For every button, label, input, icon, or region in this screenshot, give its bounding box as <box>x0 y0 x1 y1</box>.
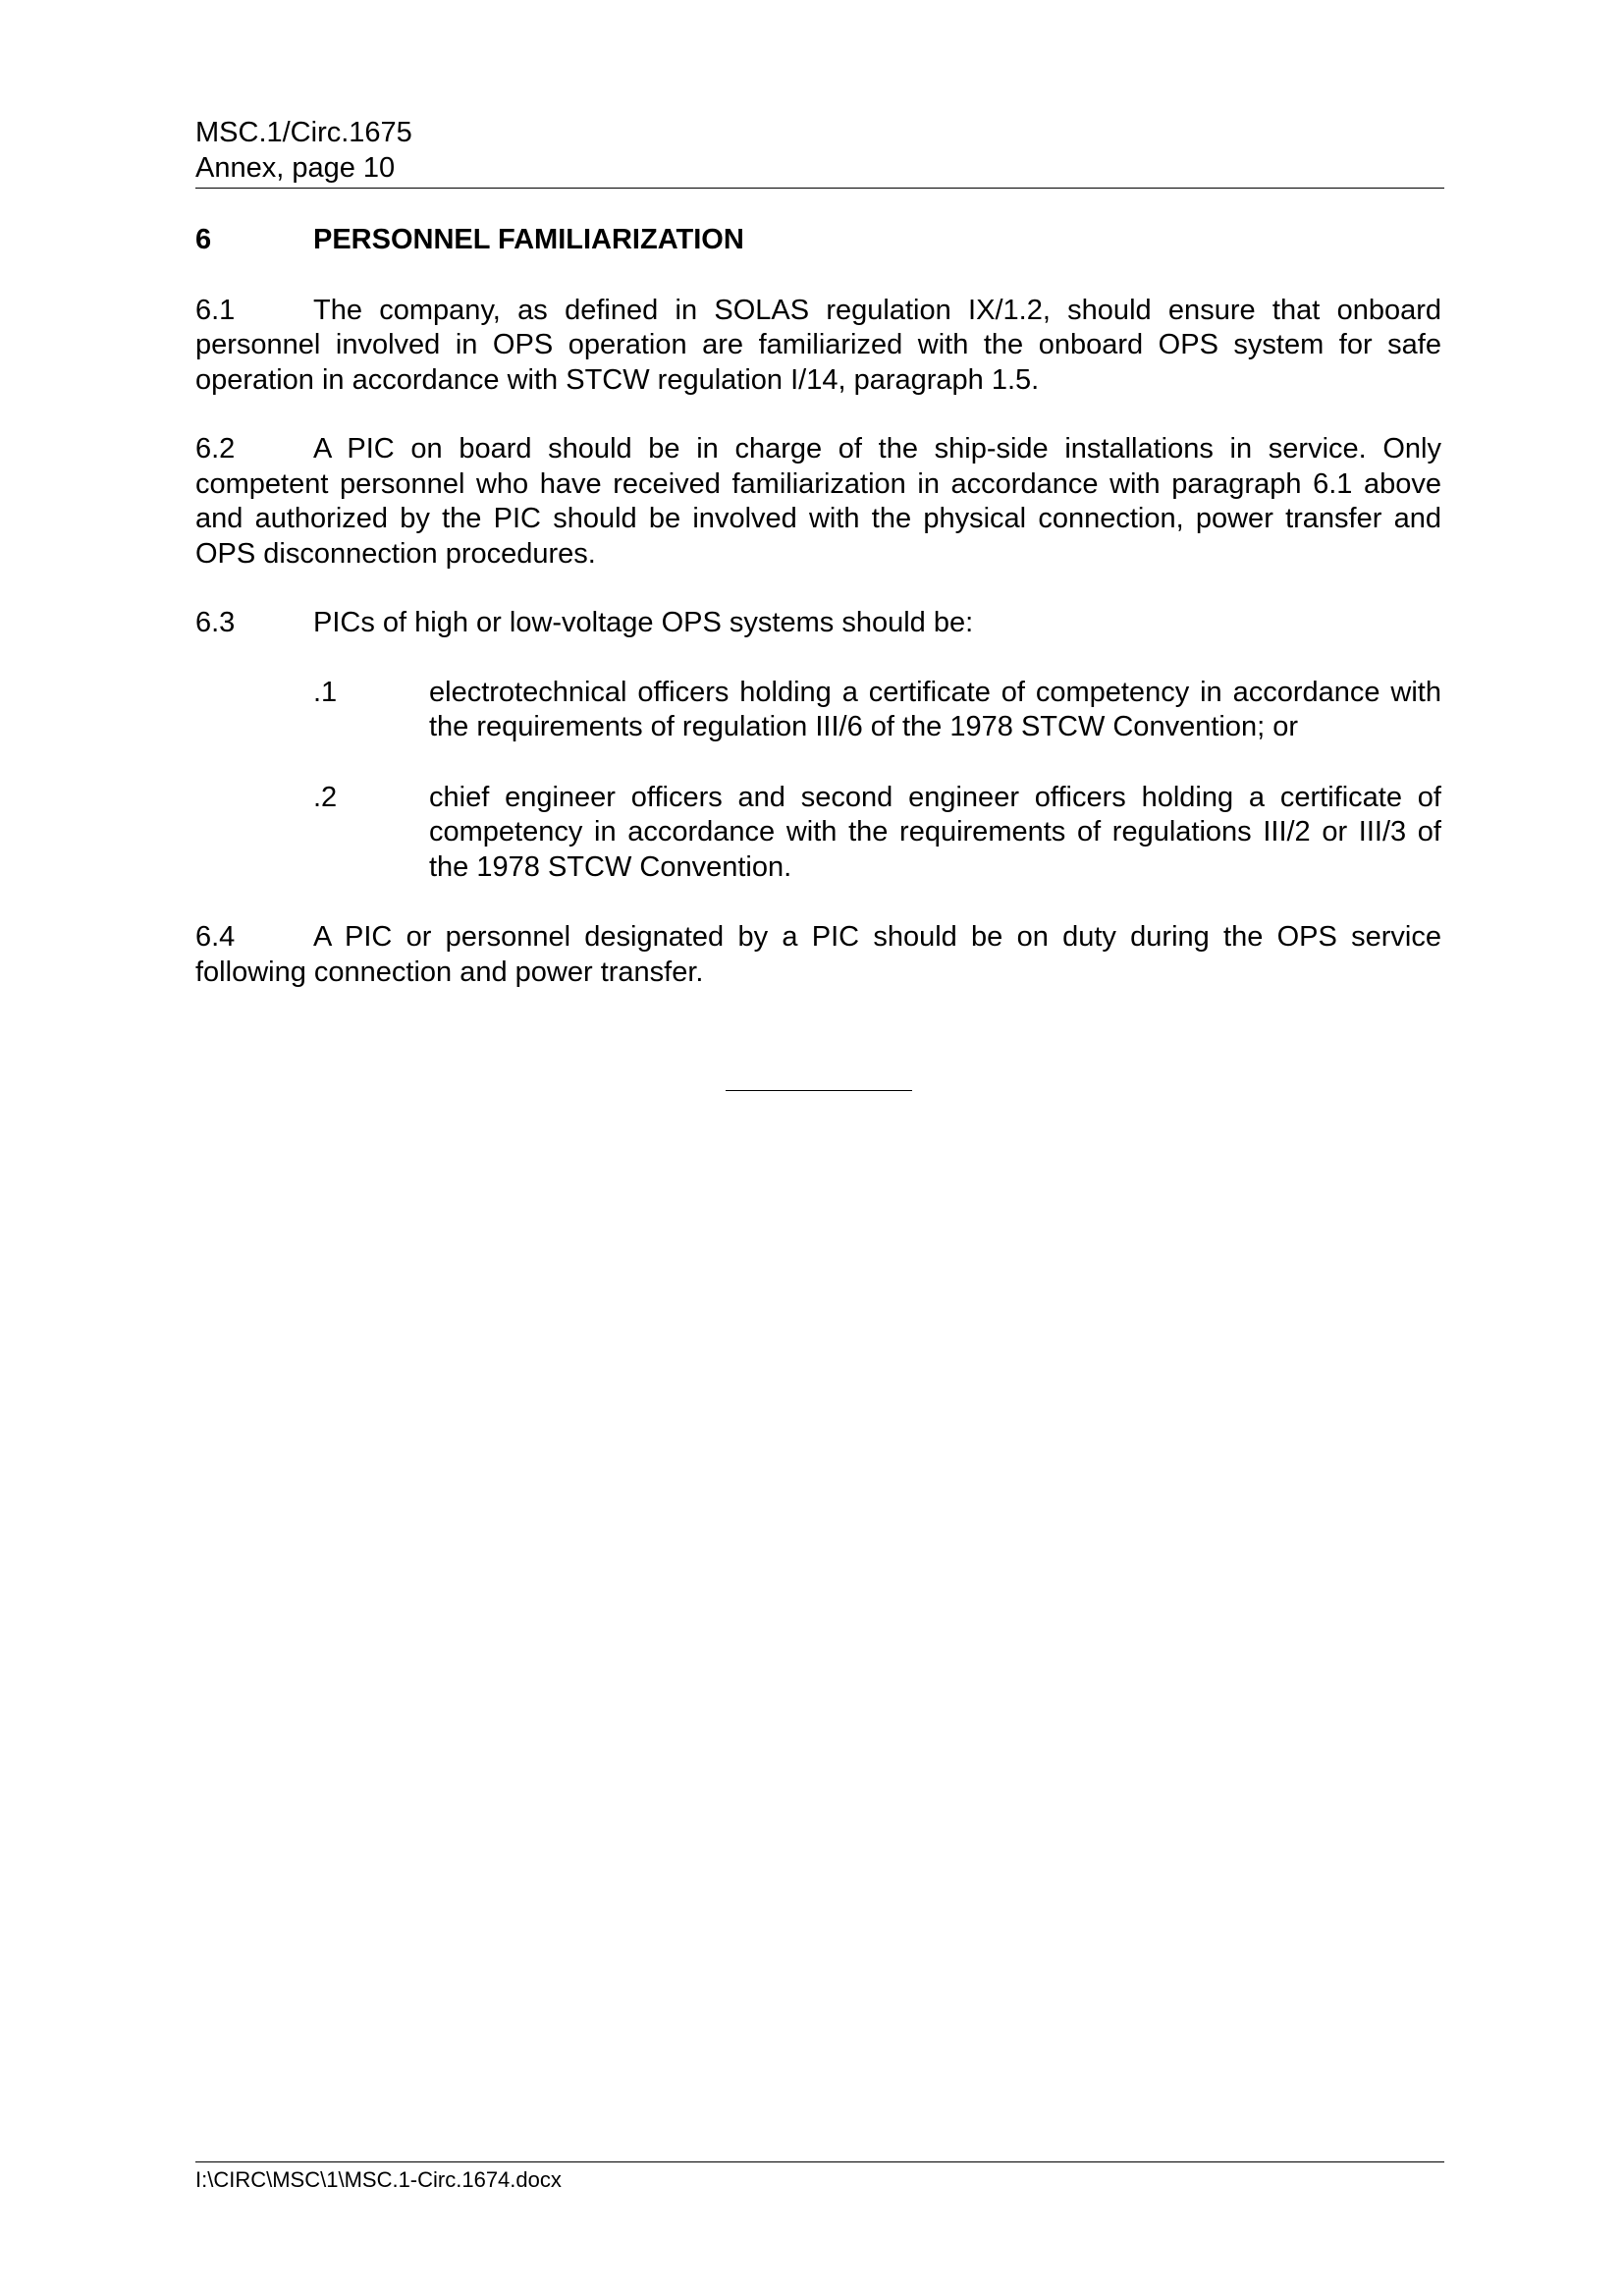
header-divider <box>195 188 1444 189</box>
paragraph-number: 6.1 <box>195 294 236 326</box>
document-body <box>195 223 1441 1024</box>
paragraph-number: 6.3 <box>195 607 236 638</box>
end-of-document-rule <box>726 1090 912 1091</box>
paragraph-6-4 <box>195 920 1441 990</box>
list-item-number: .2 <box>313 781 338 813</box>
paragraph-number: 6.4 <box>195 921 236 953</box>
footer-file-path: I:\CIRC\MSC\1\MSC.1-Circ.1674.docx <box>195 2167 562 2192</box>
paragraph-text: A PIC on board should be in charge of the ship-side installations in service. Only competent personnel who have received familiarization in accordance with paragraph 6.1 above and authorized by the PIC should be involved with the physical connection, power transfer and OPS disconnection procedures. <box>195 433 1441 570</box>
document-reference: MSC.1/Circ.1675 <box>195 117 412 148</box>
list-item-text: chief engineer officers and second engineer officers holding a certificate of competency in accordance with the requirements of regulations III/2 or III/3 of the 1978 STCW Convention. <box>429 781 1441 883</box>
list-item <box>313 781 1441 886</box>
page-header <box>195 115 1444 186</box>
section-heading <box>195 223 1441 258</box>
paragraph-number: 6.2 <box>195 433 236 465</box>
paragraph-6-1 <box>195 294 1441 399</box>
footer-divider <box>195 2161 1444 2162</box>
paragraph-text: A PIC or personnel designated by a PIC should be on duty during the OPS service following connection and power transfer. <box>195 921 1441 988</box>
paragraph-6-3 <box>195 606 1441 641</box>
section-number: 6 <box>195 224 212 255</box>
list-item <box>313 676 1441 745</box>
paragraph-6-2 <box>195 432 1441 572</box>
section-title: PERSONNEL FAMILIARIZATION <box>313 224 744 255</box>
page-reference: Annex, page 10 <box>195 152 396 184</box>
paragraph-text: PICs of high or low-voltage OPS systems should be: <box>313 607 974 638</box>
list-item-number: .1 <box>313 676 338 708</box>
list-item-text: electrotechnical officers holding a certificate of competency in accordance with the requirements of regulation III/6 of the 1978 STCW Convention; or <box>429 676 1441 742</box>
paragraph-text: The company, as defined in SOLAS regulation IX/1.2, should ensure that onboard personnel involved in OPS operation are familiarized with the onboard OPS system for safe operation in accordance with STCW regulation I/14, paragraph 1.5. <box>195 294 1441 396</box>
